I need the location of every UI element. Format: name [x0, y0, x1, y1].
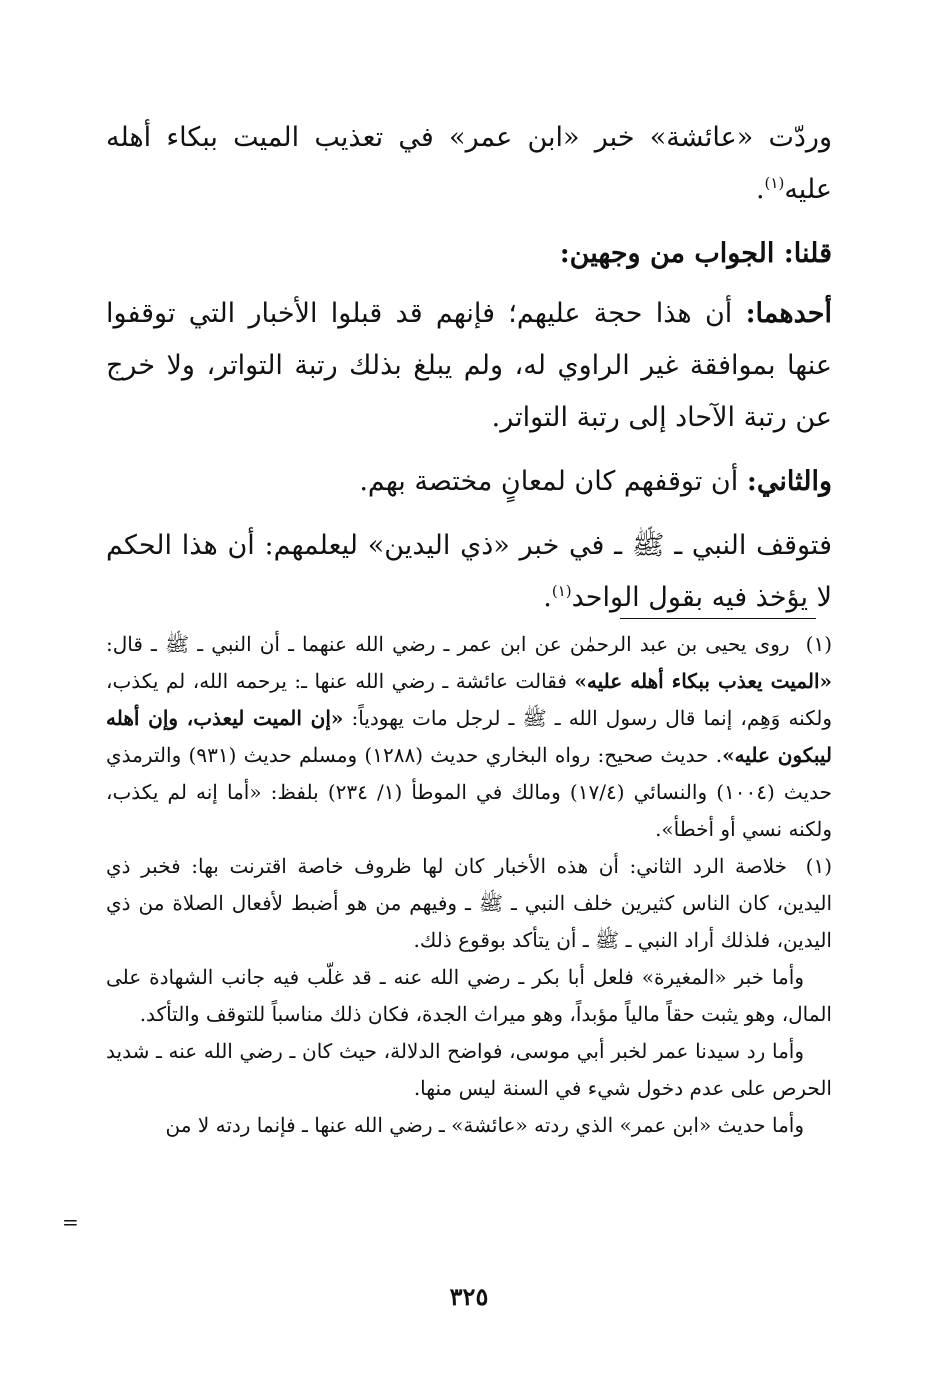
footnote-2-paragraph-mughira: وأما خبر «المغيرة» فلعل أبا بكر ـ رضي الله عنه ـ قد غلّب فيه جانب الشهادة على المال، وهو يثبت حقاً مالياً مؤبداً، وهو ميراث الجدة، فكان ذلك مناسباً للتوقف والتأكد. [106, 965, 832, 1026]
paragraph-first-answer [106, 288, 832, 444]
main-text [106, 112, 832, 636]
footnote-ref: (١) [764, 174, 785, 192]
footnote-number: (١) [805, 854, 832, 878]
first-answer-text: أن هذا حجة عليهم؛ فإنهم قد قبلوا الأخبار التي توقفوا عنها بموافقة غير الراوي له، ولم يبلغ بذلك رتبة التواتر، ولا خرج عن رتبة الآحاد إلى رتبة التواتر. [106, 298, 832, 433]
paragraph-text: فتوقف النبي ـ ﷺ ـ في خبر «ذي اليدين» ليعلمهم: أن هذا الحكم لا يؤخذ فيه بقول الواحد [106, 530, 832, 613]
footnote-2-paragraph-umar: وأما رد سيدنا عمر لخبر أبي موسى، فواضح الدلالة، حيث كان ـ رضي الله عنه ـ شديد الحرص على عدم دخول شيء في السنة ليس منها. [106, 1039, 832, 1100]
footnote-1 [106, 626, 832, 848]
footnote-text: فقالت عائشة ـ رضي الله عنها ـ: يرحمه الله، لم يكذب، ولكنه وَهِم، إنما قال رسول الله ـ ﷺ ـ لرجل مات يهودياً: [106, 669, 832, 730]
continuation-mark: = [62, 1210, 79, 1234]
hadith-quote: «إن الميت ليعذب، وإن أهله ليبكون عليه» [106, 706, 833, 767]
paragraph-second-answer [106, 456, 832, 508]
footnote-divider [620, 618, 816, 619]
footnote-ref: (١) [551, 582, 572, 600]
first-answer-label: أحدهما: [745, 298, 832, 329]
answer-heading: قلنا: الجواب من وجهين: [559, 238, 832, 269]
page-number: ٣٢٥ [449, 1282, 489, 1311]
footnote-text: . حديث صحيح: رواه البخاري حديث (١٢٨٨) ومسلم حديث (٩٣١) والترمذي حديث (١٠٠٤) والنسائي (١٧/٤) ومالك في الموطأ (١/ ٢٣٤) بلفظ: «أما إنه لم يكذب، ولكنه نسي أو أخطأ». [106, 743, 832, 841]
paragraph-text: وردّت «عائشة» خبر «ابن عمر» في تعذيب الميت ببكاء أهله عليه [106, 122, 832, 205]
paragraph-end: . [755, 174, 765, 205]
paragraph-dhul-yadayn [106, 520, 832, 624]
footnote-text: روى يحيى بن عبد الرحمٰن عن ابن عمر ـ رضي الله عنهما ـ أن النبي ـ ﷺ ـ قال: [106, 632, 790, 656]
footnote-2-paragraph-ibn-umar: وأما حديث «ابن عمر» الذي ردته «عائشة» ـ رضي الله عنها ـ فإنما ردته لا من [165, 1113, 804, 1137]
paragraph-end: . [543, 582, 552, 613]
footnotes [106, 626, 832, 1144]
footnote-text: خلاصة الرد الثاني: أن هذه الأخبار كان لها ظروف خاصة اقترنت بها: فخبر ذي اليدين، كان الناس كثيرين خلف النبي ـ ﷺ ـ وفيهم من هو أضبط لأفعال الصلاة من ذي اليدين، فلذلك أراد النبي ـ ﷺ ـ أن يتأكد بوقوع ذلك. [106, 854, 832, 952]
footnote-2 [106, 848, 832, 959]
second-answer-label: والثاني: [746, 466, 832, 497]
paragraph-aisha-rejection [106, 112, 832, 216]
hadith-quote: «الميت يعذب ببكاء أهله عليه» [574, 669, 833, 693]
footnote-number: (١) [805, 632, 832, 656]
second-answer-text: أن توقفهم كان لمعانٍ مختصة بهم. [359, 466, 739, 497]
